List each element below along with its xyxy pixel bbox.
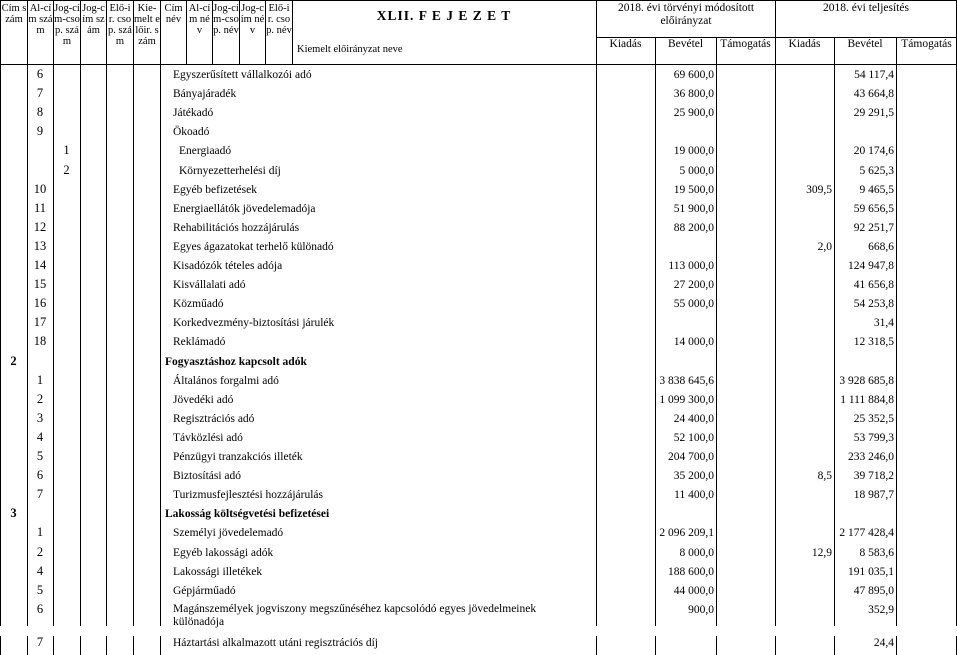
- row-value-tel-bev: 24,4: [873, 636, 894, 649]
- header-tel-kiadas: Kiadás: [788, 38, 821, 50]
- row-value-tel-bev: 92 251,7: [853, 221, 894, 234]
- row-name: Távközlési adó: [173, 431, 243, 444]
- row-value-tel-kiad: 8,5: [817, 470, 832, 483]
- row-alcim-szam: 4: [36, 429, 44, 444]
- row-value-tel-bev: 29 291,5: [853, 107, 894, 120]
- row-value-mod-bev: 24 400,0: [673, 412, 714, 425]
- row-name: Személyi jövedelemadó: [173, 527, 284, 540]
- row-name: Reklámadó: [173, 336, 226, 349]
- row-name: Rehabilitációs hozzájárulás: [173, 221, 300, 234]
- row-alcim-szam: 6: [36, 67, 44, 81]
- row-value-tel-bev: 8 583,6: [859, 546, 894, 559]
- header-group-teljesites: 2018. évi teljesítés: [823, 2, 909, 14]
- row-name: Egyszerűsített vállalkozói adó: [173, 69, 312, 81]
- body-col-divider: [80, 636, 81, 655]
- header-mod-tamogatas: Támogatás: [720, 38, 771, 50]
- row-alcim-szam: 15: [33, 277, 47, 292]
- header-mod-bevetel: Bevétel: [667, 38, 704, 50]
- row-alcim-szam: 9: [36, 124, 44, 139]
- row-value-mod-bev: 900,0: [688, 603, 714, 616]
- body-col-divider: [133, 636, 134, 655]
- row-value-mod-bev: 52 100,0: [673, 431, 714, 444]
- row-name: Gépjárműadó: [173, 584, 236, 597]
- row-name: Magánszemélyek jogviszony megszűnéséhez kapcsolódó egyes jövedelmeinek különadója: [173, 602, 537, 628]
- row-value-tel-bev: 39 718,2: [853, 470, 894, 483]
- row-value-mod-bev: 36 800,0: [673, 88, 714, 101]
- row-value-tel-kiad: 309,5: [806, 183, 832, 196]
- row-value-tel-bev: 59 656,5: [853, 202, 894, 215]
- header-jogcimcsop-szam: Jog-cím-csop. szám: [54, 3, 80, 47]
- row-value-mod-bev: 3 838 645,6: [659, 374, 714, 387]
- row-value-mod-bev: 14 000,0: [673, 336, 714, 349]
- row-value-tel-bev: 20 174,6: [853, 145, 894, 158]
- row-value-mod-bev: 1 099 300,0: [659, 393, 714, 406]
- header-eloircsop-nev: Elő-ir. csop. név: [266, 3, 292, 36]
- body-col-divider: [0, 636, 1, 655]
- row-value-tel-bev: 41 656,8: [853, 279, 894, 292]
- row-name: Ökoadó: [173, 126, 210, 139]
- row-name: Általános forgalmi adó: [173, 374, 279, 387]
- row-alcim-szam: 17: [33, 315, 47, 330]
- row-name: Energiaadó: [179, 145, 232, 158]
- row-value-mod-bev: 8 000,0: [679, 546, 714, 559]
- row-value-tel-bev: 43 664,8: [853, 88, 894, 101]
- row-name: Lakosság költségvetési befizetései: [165, 508, 330, 521]
- header-mod-kiadas: Kiadás: [609, 38, 642, 50]
- row-value-mod-bev: 51 900,0: [673, 202, 714, 215]
- row-value-tel-bev: 47 895,0: [853, 584, 894, 597]
- body-col-divider: [596, 636, 597, 655]
- row-value-tel-bev: 53 799,3: [853, 431, 894, 444]
- row-value-mod-bev: 19 500,0: [673, 183, 714, 196]
- row-alcim-szam: 3: [36, 410, 44, 425]
- row-alcim-szam: 2: [36, 391, 44, 406]
- row-name: Bányajáradék: [173, 88, 237, 101]
- row-cim-szam: 3: [10, 506, 17, 521]
- header-group-modositott: 2018. évi törvényi módosított előirányzat: [617, 2, 755, 27]
- body-col-divider: [106, 64, 107, 626]
- row-name: Korkedvezmény-biztosítási járulék: [173, 317, 335, 330]
- header-cim-szam: Cím szám: [1, 3, 27, 25]
- row-value-mod-bev: 25 900,0: [673, 107, 714, 120]
- body-col-divider: [80, 64, 81, 626]
- row-alcim-szam: 12: [33, 219, 47, 234]
- chapter-title: XLII. F E J E Z E T: [376, 8, 512, 23]
- row-value-mod-bev: 204 700,0: [668, 451, 714, 463]
- row-alcim-szam: 16: [33, 296, 47, 311]
- row-alcim-szam: 13: [33, 238, 47, 253]
- row-value-tel-bev: 191 035,1: [848, 565, 894, 578]
- row-name: Kisadózók tételes adója: [173, 260, 283, 272]
- body-col-divider: [27, 636, 28, 655]
- row-value-tel-bev: 9 465,5: [859, 183, 894, 196]
- body-col-divider: [834, 64, 835, 626]
- header-jogcimcsop-nev: Jog-cím-csop. név: [213, 3, 239, 36]
- row-alcim-szam: 7: [36, 86, 44, 101]
- header-top-line: [0, 0, 957, 1]
- header-alcim-nev: Al-cím név: [188, 3, 211, 36]
- body-col-divider: [834, 636, 835, 655]
- body-col-divider: [0, 64, 1, 626]
- row-value-mod-bev: 69 600,0: [673, 69, 714, 81]
- row-value-mod-bev: 35 200,0: [673, 470, 714, 483]
- row-alcim-szam: 14: [33, 258, 47, 272]
- body-col-divider: [53, 636, 54, 655]
- body-col-divider: [596, 64, 597, 626]
- row-alcim-szam: 6: [36, 468, 44, 483]
- row-name: Közműadó: [173, 298, 224, 311]
- row-value-tel-bev: 668,6: [868, 240, 894, 253]
- row-jogcimcsop-szam: 1: [63, 143, 70, 158]
- header-bottom-line: [0, 64, 957, 65]
- row-name: Háztartási alkalmazott utáni regisztrációs díj: [173, 636, 379, 649]
- row-name: Turizmusfejlesztési hozzájárulás: [173, 489, 323, 502]
- row-value-tel-bev: 54 117,4: [854, 69, 894, 81]
- row-value-mod-bev: 113 000,0: [668, 260, 714, 272]
- header-jogcim-szam: Jog-cím szám: [82, 3, 105, 36]
- row-alcim-szam: 1: [36, 372, 44, 387]
- row-value-tel-kiad: 2,0: [817, 240, 832, 253]
- row-name: Egyéb befizetések: [173, 183, 257, 196]
- body-col-divider: [896, 636, 897, 655]
- row-value-mod-bev: 2 096 209,1: [659, 527, 714, 540]
- row-alcim-szam: 11: [33, 200, 47, 215]
- row-alcim-szam: 18: [33, 334, 47, 349]
- row-alcim-szam: 5: [36, 449, 44, 463]
- row-value-mod-bev: 19 000,0: [673, 145, 714, 158]
- header-kiemelt-nev: Kiemelt előirányzat neve: [297, 44, 403, 55]
- row-alcim-szam: 1: [36, 525, 44, 540]
- row-name: Kisvállalati adó: [173, 279, 246, 292]
- body-col-divider: [716, 636, 717, 655]
- row-value-tel-bev: 1 111 884,8: [840, 393, 894, 406]
- body-col-divider: [655, 636, 656, 655]
- header-kiemelt-szam: Kie-melt előir. szám: [134, 3, 160, 47]
- row-name: Környezetterhelési díj: [179, 164, 281, 177]
- body-col-divider: [896, 64, 897, 626]
- row-value-tel-bev: 54 253,8: [853, 298, 894, 311]
- row-name: Fogyasztáshoz kapcsolt adók: [165, 355, 307, 368]
- row-value-mod-bev: 55 000,0: [673, 298, 714, 311]
- row-value-tel-bev: 12 318,5: [853, 336, 894, 349]
- row-value-tel-bev: 3 928 685,8: [839, 374, 894, 387]
- row-alcim-szam: 5: [36, 582, 44, 597]
- body-col-divider: [106, 636, 107, 655]
- row-value-tel-bev: 233 246,0: [848, 451, 894, 463]
- row-alcim-szam: 6: [36, 601, 44, 616]
- row-alcim-szam: 4: [36, 563, 44, 578]
- header-tel-bevetel: Bevétel: [847, 38, 883, 50]
- header-tel-tamogatas: Támogatás: [901, 38, 952, 50]
- row-cim-szam: 2: [10, 353, 17, 368]
- body-col-divider: [133, 64, 134, 626]
- header-cim-nev: Cím név: [164, 3, 183, 25]
- row-value-mod-bev: 11 400,0: [674, 489, 714, 502]
- row-name: Biztosítási adó: [173, 470, 242, 483]
- row-value-tel-bev: 2 177 428,4: [839, 527, 894, 540]
- row-name: Lakossági illetékek: [173, 565, 263, 578]
- row-value-tel-bev: 124 947,8: [848, 260, 894, 272]
- row-jogcimcsop-szam: 2: [63, 162, 70, 177]
- row-name: Energiaellátók jövedelemadója: [173, 202, 316, 215]
- row-alcim-szam: 2: [36, 544, 44, 559]
- body-col-divider: [53, 64, 54, 626]
- body-col-divider: [775, 636, 776, 655]
- header-eloircsop-szam: Elő-ir. csop. szám: [108, 3, 132, 47]
- header-jogcim-nev: Jog-cím név: [240, 3, 265, 36]
- row-alcim-szam: 8: [36, 105, 44, 120]
- row-value-mod-bev: 27 200,0: [673, 279, 714, 292]
- body-col-divider: [655, 64, 656, 626]
- row-value-tel-bev: 5 625,3: [859, 164, 894, 177]
- row-value-tel-bev: 31,4: [873, 317, 894, 330]
- row-alcim-szam: 10: [33, 181, 47, 196]
- row-alcim-szam: 7: [36, 487, 44, 502]
- row-name: Egyéb lakossági adók: [173, 546, 274, 559]
- row-name: Pénzügyi tranzakciós illeték: [173, 451, 303, 463]
- body-col-divider: [27, 64, 28, 626]
- row-name: Egyes ágazatokat terhelő különadó: [173, 240, 334, 253]
- row-alcim-szam: 7: [36, 634, 44, 649]
- body-col-divider: [775, 64, 776, 626]
- body-col-divider: [160, 636, 161, 655]
- row-name: Jövedéki adó: [173, 393, 234, 406]
- row-value-mod-bev: 44 000,0: [673, 584, 714, 597]
- row-value-mod-bev: 5 000,0: [679, 164, 714, 177]
- row-value-mod-bev: 188 600,0: [668, 565, 714, 578]
- row-value-mod-bev: 88 200,0: [673, 221, 714, 234]
- row-value-tel-kiad: 12,9: [811, 546, 832, 559]
- body-col-divider: [160, 64, 161, 626]
- row-name: Játékadó: [173, 107, 214, 120]
- header-alcim-szam: Al-cím szám: [28, 3, 53, 36]
- row-name: Regisztrációs adó: [173, 412, 255, 425]
- row-value-tel-bev: 18 987,7: [853, 489, 894, 502]
- row-value-tel-bev: 25 352,5: [853, 412, 894, 425]
- row-value-tel-bev: 352,9: [868, 603, 894, 616]
- body-col-divider: [716, 64, 717, 626]
